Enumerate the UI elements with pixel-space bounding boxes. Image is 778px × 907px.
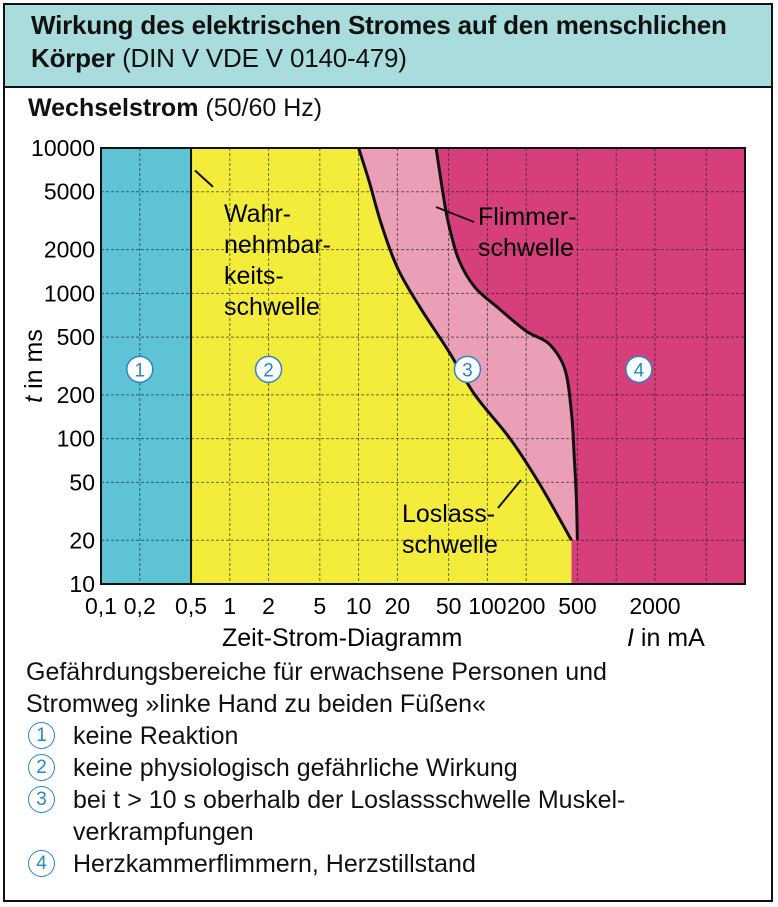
y-tick-label: 2000 (43, 236, 95, 263)
x-tick-label: 500 (558, 593, 597, 619)
zone-2-number: 2 (263, 360, 274, 382)
x-tick-label: 5 (313, 593, 327, 619)
let-go-threshold-label: Loslass- (402, 500, 496, 528)
x-tick-label: 10 (345, 593, 372, 619)
legend-item-text: bei t > 10 s oberhalb der Loslassschwelle Muskel-verkrampfungen (73, 786, 626, 846)
chart-heading-current: Wechselstrom (28, 94, 199, 122)
x-tick-label: 1 (223, 593, 237, 619)
fibrillation-threshold-label: Flimmer- (478, 203, 577, 231)
zone-4-lower-area (577, 540, 745, 584)
legend-item-text: keine Reaktion (73, 722, 239, 750)
zone-number-icon: 3 (28, 786, 55, 813)
zone-number-icon: 1 (28, 722, 55, 749)
legend-item-3 (26, 784, 756, 848)
zone-number-icon: 2 (28, 754, 55, 781)
zone-1-number: 1 (134, 360, 146, 382)
zone-4-number: 4 (633, 360, 645, 382)
legend-item-4 (26, 848, 756, 880)
legend-item-text: keine physiologisch gefährliche Wirkung (73, 754, 518, 782)
y-tick-label: 10 (69, 571, 95, 597)
y-tick-label: 500 (56, 324, 95, 351)
x-axis-unit: in mA (640, 624, 705, 652)
y-axis-unit: in ms (20, 329, 48, 389)
legend-intro-line-1: Gefährdungsbereiche für erwachsene Personen und (26, 658, 607, 686)
y-axis-variable: t (20, 388, 48, 403)
legend-item-text: Herzkammerflimmern, Herzstillstand (73, 850, 476, 878)
y-tick-label: 50 (69, 469, 95, 496)
chart-caption: Zeit-Strom-Diagramm (222, 624, 463, 652)
x-tick-label: 100 (468, 593, 507, 619)
legend (26, 656, 756, 880)
perception-threshold-label: nehmbar- (224, 231, 331, 259)
x-tick-label: 50 (435, 593, 462, 619)
legend-intro-line-2: Stromweg »linke Hand zu beiden Füßen« (26, 690, 486, 718)
y-tick-label: 10000 (31, 135, 95, 161)
fibrillation-threshold-label: schwelle (478, 234, 574, 262)
x-tick-label: 0,2 (123, 593, 156, 619)
legend-item-2 (26, 752, 756, 784)
chart-heading-frequency: (50/60 Hz) (205, 94, 323, 122)
y-tick-label: 1000 (43, 280, 95, 307)
x-tick-label: 0,1 (85, 593, 117, 619)
zone-3-number: 3 (462, 360, 473, 382)
y-axis-label (20, 329, 48, 403)
perception-threshold-label: Wahr- (224, 200, 292, 228)
y-tick-label: 5000 (43, 178, 95, 205)
perception-threshold-label: schwelle (224, 293, 320, 321)
zone-number-icon: 4 (28, 850, 55, 877)
header-title: Wirkung des elektrischen Stromes auf den menschlichen Körper (31, 10, 727, 73)
x-tick-label: 20 (384, 593, 411, 619)
x-tick-label: 2 (262, 593, 275, 619)
x-axis-variable: I (627, 624, 641, 652)
y-tick-label: 100 (56, 425, 95, 452)
legend-item-1 (26, 720, 756, 752)
y-tick-label: 20 (69, 527, 95, 554)
header-standard: (DIN V VDE V 0140-479) (122, 43, 407, 73)
y-tick-label: 200 (56, 381, 95, 408)
x-axis-label (627, 624, 705, 652)
perception-threshold-label: keits- (224, 262, 284, 290)
x-tick-label: 2000 (629, 593, 681, 619)
x-tick-label: 0,5 (175, 593, 208, 619)
x-tick-label: 200 (506, 593, 546, 619)
let-go-threshold-label: schwelle (402, 531, 498, 559)
